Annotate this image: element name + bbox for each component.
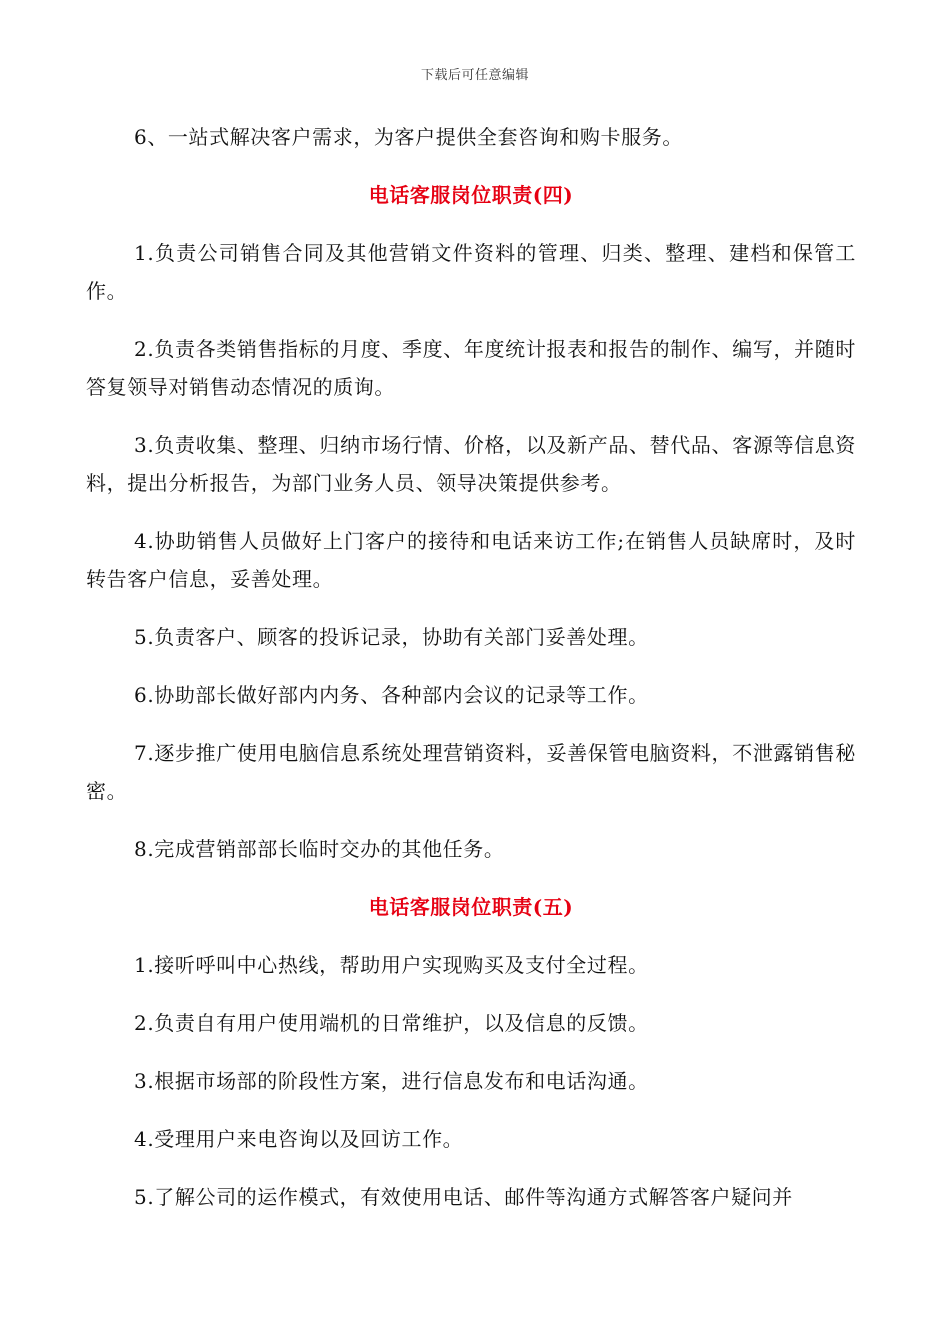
paragraph-duty-4: 4.协助销售人员做好上门客户的接待和电话来访工作;在销售人员缺席时，及时转告客户信息，妥善处理。 <box>86 529 856 591</box>
paragraph-duty-6: 6.协助部长做好部内内务、各种部内会议的记录等工作。 <box>134 683 649 707</box>
paragraph-duty-5-4: 4.受理用户来电咨询以及回访工作。 <box>134 1127 464 1151</box>
paragraph-item-6-service: 6、一站式解决客户需求，为客户提供全套咨询和购卡服务。 <box>134 125 683 149</box>
document-body <box>86 118 856 1236</box>
paragraph-duty-5: 5.负责客户、顾客的投诉记录，协助有关部门妥善处理。 <box>134 625 649 649</box>
section-heading-5: 电话客服岗位职责(五) <box>368 895 574 919</box>
paragraph-duty-3: 3.负责收集、整理、归纳市场行情、价格，以及新产品、替代品、客源等信息资料，提出分析报告，为部门业务人员、领导决策提供参考。 <box>86 433 856 495</box>
paragraph-duty-5-5: 5.了解公司的运作模式，有效使用电话、邮件等沟通方式解答客户疑问并 <box>134 1185 793 1209</box>
page-header-note: 下载后可任意编辑 <box>420 68 529 83</box>
paragraph-duty-8: 8.完成营销部部长临时交办的其他任务。 <box>134 837 505 861</box>
paragraph-duty-2: 2.负责各类销售指标的月度、季度、年度统计报表和报告的制作、编写，并随时答复领导对销售动态情况的质询。 <box>86 337 856 399</box>
paragraph-duty-5-2: 2.负责自有用户使用端机的日常维护，以及信息的反馈。 <box>134 1011 649 1035</box>
paragraph-duty-5-3: 3.根据市场部的阶段性方案，进行信息发布和电话沟通。 <box>134 1069 649 1093</box>
paragraph-duty-1: 1.负责公司销售合同及其他营销文件资料的管理、归类、整理、建档和保管工作。 <box>86 241 856 303</box>
paragraph-duty-7: 7.逐步推广使用电脑信息系统处理营销资料，妥善保管电脑资料，不泄露销售秘密。 <box>86 741 856 803</box>
section-heading-4: 电话客服岗位职责(四) <box>368 183 574 207</box>
paragraph-duty-5-1: 1.接听呼叫中心热线，帮助用户实现购买及支付全过程。 <box>134 953 649 977</box>
